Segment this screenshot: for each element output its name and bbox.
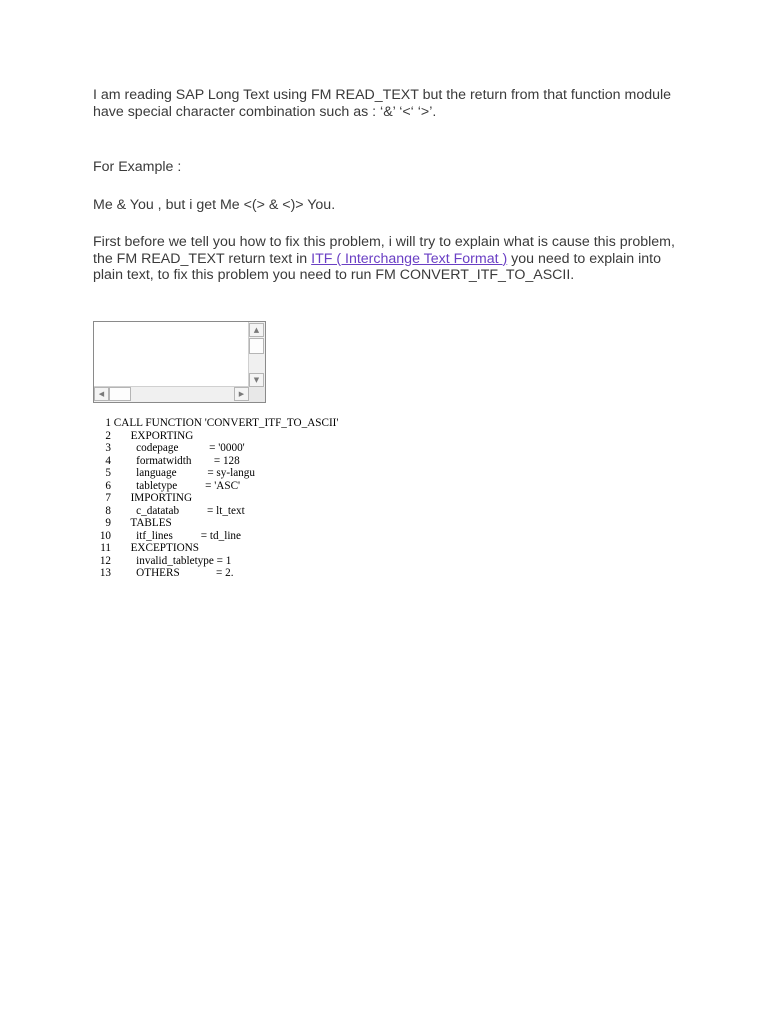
horizontal-scrollbar[interactable] xyxy=(94,386,249,402)
example-heading: For Example : xyxy=(93,159,182,175)
line-number: 7 xyxy=(105,492,111,504)
code-text: itf_lines = td_line xyxy=(111,529,241,542)
vertical-scrollbar[interactable] xyxy=(248,322,265,388)
code-text: formatwidth = 128 xyxy=(111,454,240,467)
explanation-text-after: you need to explain into plain text, to fix this problem you need to run FM CONVERT_ITF_TO_ASCII. xyxy=(93,250,662,283)
scroll-left-arrow-icon[interactable]: ◀ xyxy=(94,387,109,401)
code-line xyxy=(93,567,338,580)
code-text: EXPORTING xyxy=(111,429,194,442)
line-number: 10 xyxy=(99,529,111,542)
code-line xyxy=(93,542,338,555)
code-line xyxy=(93,555,338,568)
code-line xyxy=(93,505,338,518)
scroll-up-arrow-icon[interactable]: ▲ xyxy=(249,323,264,337)
line-number: 4 xyxy=(105,454,111,467)
line-number: 3 xyxy=(105,442,111,454)
code-listing xyxy=(93,417,338,580)
example-text: Me & You , but i get Me <(> & <)> You. xyxy=(93,197,336,213)
code-text: CALL FUNCTION 'CONVERT_ITF_TO_ASCII' xyxy=(111,417,339,429)
code-line xyxy=(93,442,338,455)
code-line xyxy=(93,417,338,430)
code-line xyxy=(93,467,338,480)
line-number: 2 xyxy=(105,429,111,442)
line-number: 13 xyxy=(99,567,111,579)
line-number: 12 xyxy=(99,554,111,567)
embedded-text-box[interactable] xyxy=(93,321,266,403)
explanation-paragraph xyxy=(93,234,693,284)
explanation-text-before: First before we tell you how to fix this problem, i will try to explain what is cause this problem, the FM READ_TEXT return text in xyxy=(93,234,675,267)
line-number: 5 xyxy=(105,467,111,479)
scroll-right-arrow-icon[interactable]: ▶ xyxy=(234,387,249,401)
line-number: 8 xyxy=(105,504,111,517)
code-line xyxy=(93,455,338,468)
code-text: invalid_tabletype = 1 xyxy=(111,554,232,567)
code-text: EXCEPTIONS xyxy=(111,542,199,554)
code-text: TABLES xyxy=(111,517,172,529)
code-line xyxy=(93,430,338,443)
code-line xyxy=(93,517,338,530)
code-line xyxy=(93,530,338,543)
code-line xyxy=(93,492,338,505)
vertical-scroll-thumb[interactable] xyxy=(249,338,264,354)
intro-paragraph: I am reading SAP Long Text using FM READ_TEXT but the return from that function module have special character combination such as : ‘&’ ‘<‘ ‘>’. xyxy=(93,87,672,120)
code-text: IMPORTING xyxy=(111,492,193,504)
code-text: tabletype = 'ASC' xyxy=(111,479,241,492)
code-text: c_datatab = lt_text xyxy=(111,504,245,517)
line-number: 9 xyxy=(105,517,111,529)
horizontal-scroll-thumb[interactable] xyxy=(109,387,131,401)
line-number: 11 xyxy=(100,542,111,554)
line-number: 6 xyxy=(105,479,111,492)
code-text: language = sy-langu xyxy=(111,467,255,479)
code-line xyxy=(93,480,338,493)
scroll-down-arrow-icon[interactable]: ▼ xyxy=(249,373,264,387)
code-text: OTHERS = 2. xyxy=(111,567,234,579)
line-number: 1 xyxy=(105,417,111,429)
itf-link[interactable]: ITF ( Interchange Text Format ) xyxy=(311,250,508,267)
code-text: codepage = '0000' xyxy=(111,442,245,454)
scrollbar-corner xyxy=(249,387,265,402)
